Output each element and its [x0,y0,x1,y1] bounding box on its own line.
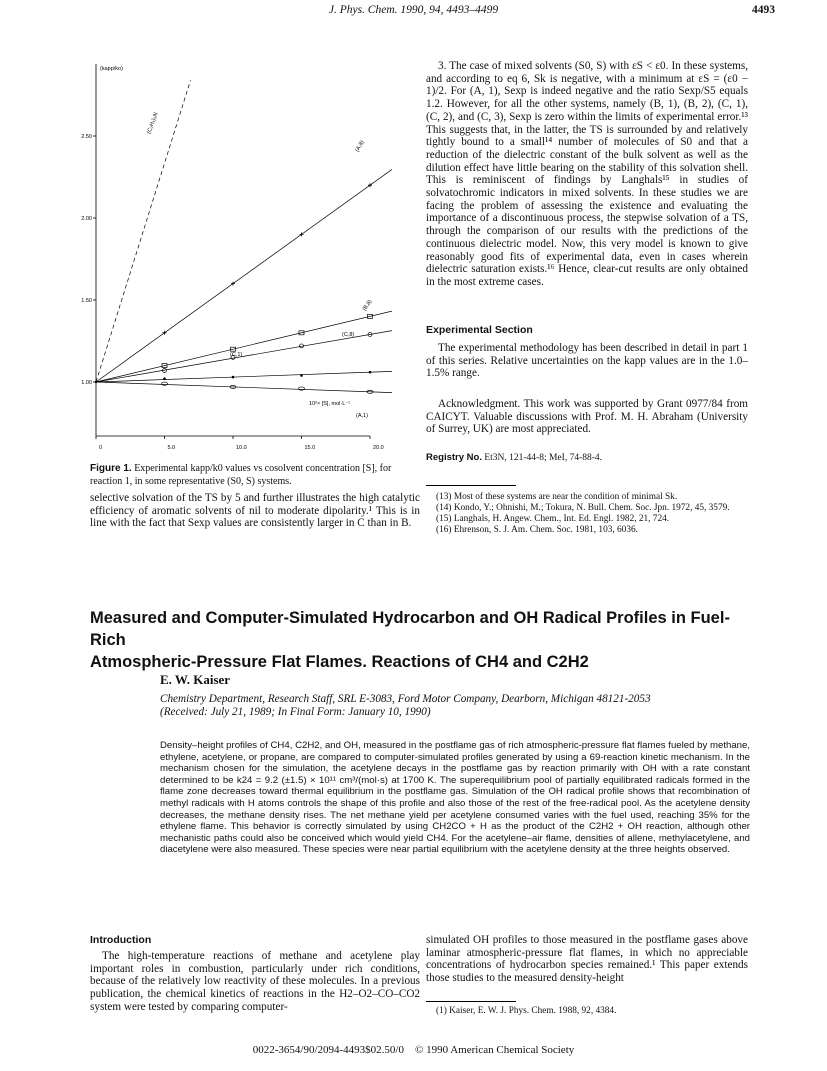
introduction-heading: Introduction [90,934,152,946]
article-author: E. W. Kaiser [160,672,231,687]
reference-item: (14) Kondo, Y.; Ohnishi, M.; Tokura, N. Bull. Chem. Soc. Jpn. 1972, 45, 3579. [436,503,730,513]
series-label: (C₂H₅)₃N [146,111,160,135]
series-label: (C,8) [342,332,355,338]
introduction-left-text: The high-temperature reactions of methane and acetylene play important roles in combustion, particularly under rich conditions, because of the relatively low reactivity of these molecules. In a previous publication, the chemical kinetics of reactions in the H2–O2–CO–CO2 system were tested by comparing computer- [90,950,420,1013]
origin-point [95,381,97,383]
series-line [96,371,392,382]
x-tick-label: 15.0 [304,445,316,451]
introduction-right-text: simulated OH profiles to those measured in the postflame gases above laminar atmospheric-pressure flat flames, in which no appreciable concentrations of hydrocarbon species remained.¹ This paper extends those studies to the measured density-height [426,934,748,985]
x-tick-label: 20.0 [373,445,384,451]
registry-text: Et3N, 121-44-8; MeI, 74-88-4. [484,453,603,463]
journal-header: J. Phys. Chem. 1990, 94, 4493–4499 [328,4,499,16]
data-point [163,377,166,380]
reference-item: (13) Most of these systems are near the condition of minimal Sk. [436,492,678,502]
reference-item: (15) Langhals, H. Angew. Chem., Int. Ed. Engl. 1982, 21, 724. [436,514,670,524]
acknowledgment-paragraph: Acknowledgment. This work was supported by Grant 0977/84 from CAICYT. Valuable discussions with Prof. M. H. Abraham (University of Surrey, UK) are most appreciated. [426,398,748,436]
y-tick-label: 1.00 [81,380,92,386]
experimental-heading: Experimental Section [426,324,533,336]
registry-label: Registry No. [426,452,482,463]
article-code: 0022-3654/90/2094-4493$02.50/0 [252,1044,404,1056]
series-line [96,311,392,382]
x-axis-label: 10²× [S], mol·L⁻¹ [309,401,350,407]
series-line [96,331,392,382]
x-tick-label: 0 [99,445,103,451]
series-line [96,382,392,393]
reference-item: (16) Ehrenson, S. J. Am. Chem. Soc. 1981, 103, 6036. [436,525,638,535]
series-label: (C,1) [230,352,243,358]
introduction-footnote: (1) Kaiser, E. W. J. Phys. Chem. 1988, 92, 4384. [436,1006,617,1016]
affiliation-text: Chemistry Department, Research Staff, SRL E-3083, Ford Motor Company, Dearborn, Michigan 48121-2053 [160,693,651,705]
series-label: (A,8) [354,139,366,153]
series-label: (A,1) [356,413,368,419]
y-tick-label: 2.50 [81,134,92,140]
y-tick-label: 1.50 [81,298,92,304]
received-dates: (Received: July 21, 1989; In Final Form: January 10, 1990) [160,706,431,718]
x-tick-label: 10.0 [236,445,247,451]
article-title-line-1: Measured and Computer-Simulated Hydrocarbon and OH Radical Profiles in Fuel-Rich [90,609,730,649]
references-list [426,492,748,536]
registry-numbers [426,452,748,463]
data-point [300,374,303,377]
figure-1-chart [80,56,410,456]
series-line [96,169,392,382]
author-affiliation [160,693,750,719]
footnote-rule [426,1001,516,1002]
figure-label: Figure 1. [90,463,132,474]
series-line [96,80,191,382]
article-title-line-2: Atmospheric-Pressure Flat Flames. Reactions of CH4 and C2H2 [90,653,589,671]
page-number: 4493 [752,4,775,16]
copyright: © 1990 American Chemical Society [414,1044,575,1056]
abstract: Density–height profiles of CH4, C2H2, and OH, measured in the postflame gas of rich atmospheric-pressure flat flames fueled by methane, ethylene, acetylene, or propane, are compared to computer-simulated profiles generated by using a 69-reaction kinetic mechanism. In the mechanism chosen for the simulation, the acetylene decays in the postflame gas by reaction primarily with OH with a rate constant determined to be k24 = 9.2 (±1.5) × 10¹¹ cm³/(mol·s) at 1700 K. The superequilibrium pool of partially equilibrated radicals formed in the flame zone decreases toward thermal equilibrium in the postflame gas. Simulation of the OH radical profile shows that recombination of methyl radicals with H atoms controls the shape of this profile and also those of the rest of the free-radical pool. As the acetylene density decreases, the methane density rises. The net methane yield per acetylene consumed varies with the fuel used, reaching 35% for the ethylene flame. This behavior is correctly simulated by using CH2CO + H as the product of the C2H2 + OH reaction, although other mechanistic paths could also be conceived which would yield CH4. For the acetylene–air flame, densities of allene, methylacetylene, and diacetylene were also measured. These species were near partial equilibrium with the acetylene density at the three heights observed. [160,740,750,856]
left-column-paragraph: selective solvation of the TS by 5 and further illustrates the high catalytic efficiency of aromatic solvents of nil to moderate dipolarity.¹ This is in line with the fact that Sexp values are consistently larger in C than in B. [90,492,420,530]
x-tick-label: 5.0 [167,445,176,451]
figure-caption-text: Experimental kapp/k0 values vs cosolvent concentration [S], for reaction 1, in some representative (S0, S) systems. [90,463,392,487]
experimental-paragraph: The experimental methodology has been described in detail in part 1 of this series. Relative uncertainties on the kapp values are in the 1.0–1.5% range. [426,342,748,380]
data-point [232,376,235,379]
footnote-rule [426,485,516,486]
y-axis-label: (kapp/ko) [100,66,123,72]
y-tick-label: 2.00 [81,216,92,222]
right-column-paragraph: 3. The case of mixed solvents (S0, S) with εS < ε0. In these systems, and according to eq 6, Sk is negative, with a minimum at εS = (ε0 − 1)/2. For (A, 1), Sexp is indeed negative and the ratio Sexp/S5 equals 1.2. However, for all the other systems, namely (B, 1), (B, 2), (C, 1), (C, 2), and (C, 3), Sexp is zero within the limits of experimental error.¹³ This suggests that, in the latter, the TS is surrounded by and relatively tightly bound to a small¹⁴ number of molecules of S0 and that a reduction of the dielectric constant of the bulk solvent as well as the dilution effect have little bearing on the stability of this solvation shell. This is reminiscent of findings by Langhals¹⁵ in studies of solvatochromic indicators in mixed solvents. In these studies we are facing the problem of assessing the existence and evaluating the importance of a discontinuous process, the stepwise solvation of a TS, through the comparison of our results with the predictions of the continuous dielectric model. Now, this very model is known to give reasonably good fits of experimental data, even in cases wherein dielectric saturation exists.¹⁶ Hence, clear-cut results are only obtained in the most extreme cases. [426,60,748,288]
figure-caption [90,463,420,488]
page-footer [0,1044,827,1056]
article-title [90,607,750,673]
series-label: (B,8) [361,298,374,313]
data-point [369,371,372,374]
